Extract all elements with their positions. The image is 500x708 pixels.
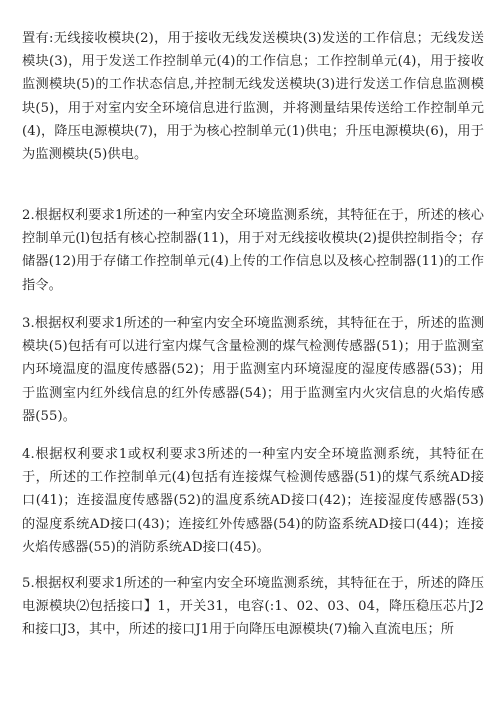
- claim-3-paragraph: 3.根据权利要求1所述的一种室内安全环境监测系统，其特征在于，所述的监测模块(5)包括有可以进行室内煤气含量检测的煤气检测传感器(51)；用于监测室内环境温度的温度传感器(52)；用于监测室内环境湿度的湿度传感器(53)；用于监测室内红外线信息的红外传感器(54)；用于监测室内火灾信息的火焰传感器(55)。: [22, 316, 484, 424]
- claim-5-paragraph: 5.根据权利要求1所述的一种室内安全环境监测系统，其特征在于，所述的降压电源模块⑵包括接口】1，开关31，电容(:1、02、03、04，降压稳压芯片J2和接口J3，其中，所述的接口J1用于向降压电源模块(7)输入直流电压；所: [22, 576, 484, 638]
- claim-4-paragraph: 4.根据权利要求1或权利要求3所述的一种室内安全环境监测系统，其特征在于，所述的工作控制单元(4)包括有连接煤气检测传感器(51)的煤气系统AD接口(41)；连接温度传感器(52)的温度系统AD接口(42)；连接湿度传感器(53)的湿度系统AD接口(43)；连接红外传感器(54)的防盗系统AD接口(44)；连接火焰传感器(55)的消防系统AD接口(45)。: [22, 447, 484, 555]
- claim-2-paragraph: 2.根据权利要求1所述的一种室内安全环境监测系统，其特征在于，所述的核心控制单元(l)包括有核心控制器(11)，用于对无线接收模块(2)提供控制指令；存储器(12)用于存储工作控制单元(4)上传的工作信息以及核心控制器(11)的工作指令。: [22, 208, 484, 293]
- claim-text-continued: 置有:无线接收模块(2)，用于接收无线发送模块(3)发送的工作信息；无线发送模块(3)，用于发送工作控制单元(4)的工作信息；工作控制单元(4)，用于接收监测模块(5)的工作状态信息,并控制无线发送模块(3)进行发送工作信息监测模块(5)，用于对室内安全环境信息进行监测，并将测量结果传送给工作控制单元(4)，降压电源模块(7)，用于为核心控制单元(1)供电；升压电源模块(6)，用于为监测模块(5)供电。: [22, 31, 484, 163]
